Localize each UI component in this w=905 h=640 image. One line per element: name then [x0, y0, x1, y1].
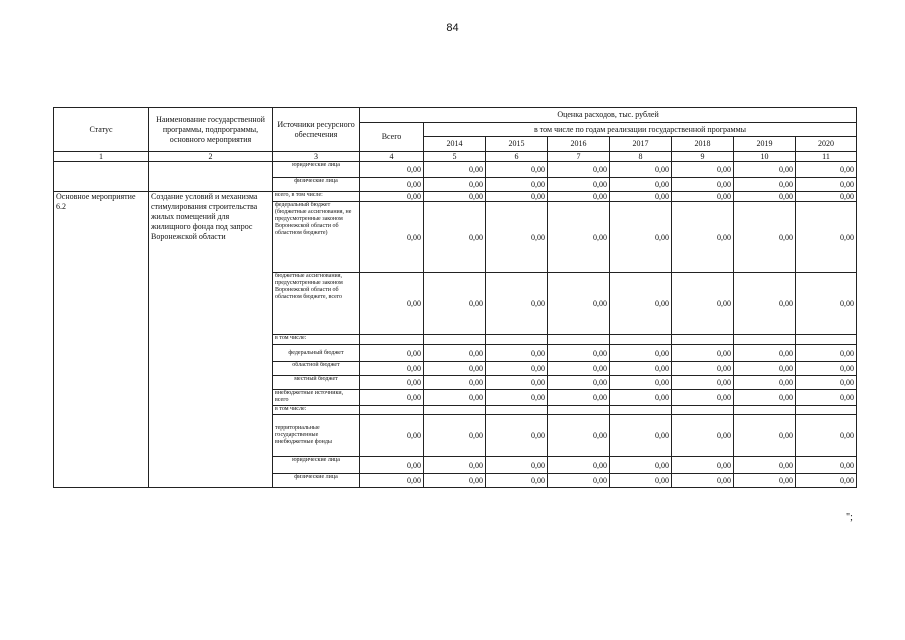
budget-table: [53, 107, 857, 488]
value-cell: 0,00: [672, 345, 734, 362]
value-cell: 0,00: [672, 415, 734, 457]
value-cell: 0,00: [734, 415, 796, 457]
source-cell: физические лица: [273, 178, 360, 192]
value-cell: 0,00: [796, 474, 857, 488]
column-number: 5: [424, 152, 486, 162]
empty-cell: [796, 335, 857, 345]
value-cell: 0,00: [610, 162, 672, 178]
end-quote-mark: ";: [846, 512, 853, 523]
column-number: 10: [734, 152, 796, 162]
empty-cell: [734, 406, 796, 415]
value-cell: 0,00: [486, 376, 548, 390]
value-cell: 0,00: [360, 376, 424, 390]
value-cell: 0,00: [734, 202, 796, 273]
value-cell: 0,00: [360, 474, 424, 488]
value-cell: 0,00: [424, 273, 486, 335]
value-cell: 0,00: [610, 178, 672, 192]
empty-cell: [424, 406, 486, 415]
value-cell: 0,00: [796, 362, 857, 376]
value-cell: 0,00: [610, 345, 672, 362]
empty-cell: [610, 335, 672, 345]
value-cell: 0,00: [796, 390, 857, 406]
column-number: 7: [548, 152, 610, 162]
value-cell: 0,00: [424, 178, 486, 192]
value-cell: 0,00: [796, 273, 857, 335]
column-number: 3: [273, 152, 360, 162]
value-cell: 0,00: [424, 362, 486, 376]
table-row: [54, 162, 857, 178]
value-cell: 0,00: [672, 162, 734, 178]
measure-name: Создание условий и механизма стимулирования строительства жилых помещений для жилищного фонда под запрос Воронежской области: [149, 192, 273, 488]
value-cell: 0,00: [360, 202, 424, 273]
value-cell: 0,00: [424, 457, 486, 474]
year-header: 2020: [796, 137, 857, 152]
estimate-header: Оценка расходов, тыс. рублей: [360, 108, 857, 123]
total-header: Всего: [360, 123, 424, 152]
value-cell: 0,00: [734, 362, 796, 376]
value-cell: 0,00: [672, 457, 734, 474]
value-cell: 0,00: [424, 202, 486, 273]
value-cell: 0,00: [672, 192, 734, 202]
value-cell: 0,00: [610, 362, 672, 376]
value-cell: 0,00: [486, 345, 548, 362]
value-cell: 0,00: [548, 202, 610, 273]
value-cell: 0,00: [734, 162, 796, 178]
value-cell: 0,00: [360, 390, 424, 406]
empty-cell: [424, 335, 486, 345]
source-cell: федеральный бюджет: [273, 345, 360, 362]
source-cell: местный бюджет: [273, 376, 360, 390]
value-cell: 0,00: [360, 273, 424, 335]
year-header: 2017: [610, 137, 672, 152]
header-row-1: [54, 108, 857, 123]
column-number: 6: [486, 152, 548, 162]
value-cell: 0,00: [796, 457, 857, 474]
column-number: 8: [610, 152, 672, 162]
source-cell: физические лица: [273, 474, 360, 488]
value-cell: 0,00: [796, 162, 857, 178]
year-header: 2015: [486, 137, 548, 152]
value-cell: 0,00: [548, 390, 610, 406]
value-cell: 0,00: [424, 390, 486, 406]
value-cell: 0,00: [360, 192, 424, 202]
year-header: 2016: [548, 137, 610, 152]
value-cell: 0,00: [734, 273, 796, 335]
source-cell: юридические лица: [273, 457, 360, 474]
value-cell: 0,00: [486, 415, 548, 457]
empty-cell: [796, 406, 857, 415]
value-cell: 0,00: [360, 457, 424, 474]
source-cell: федеральный бюджет (бюджетные ассигнования, не предусмотренные законом Воронежской области об областном бюджете): [273, 202, 360, 273]
name-header: Наименование государственной программы, подпрограммы, основного мероприятия: [149, 108, 273, 152]
value-cell: 0,00: [548, 362, 610, 376]
year-header: 2014: [424, 137, 486, 152]
source-cell: территориальные государственные внебюджетные фонды: [273, 415, 360, 457]
value-cell: 0,00: [360, 362, 424, 376]
year-header: 2018: [672, 137, 734, 152]
value-cell: 0,00: [360, 345, 424, 362]
value-cell: 0,00: [734, 345, 796, 362]
value-cell: 0,00: [610, 390, 672, 406]
value-cell: 0,00: [796, 345, 857, 362]
value-cell: 0,00: [486, 273, 548, 335]
value-cell: 0,00: [486, 390, 548, 406]
value-cell: 0,00: [672, 178, 734, 192]
empty-cell: [548, 406, 610, 415]
value-cell: 0,00: [360, 178, 424, 192]
column-numbers-row: [54, 152, 857, 162]
column-number: 2: [149, 152, 273, 162]
value-cell: 0,00: [672, 273, 734, 335]
value-cell: 0,00: [610, 192, 672, 202]
value-cell: 0,00: [424, 345, 486, 362]
empty-cell: [734, 335, 796, 345]
value-cell: 0,00: [672, 376, 734, 390]
value-cell: 0,00: [486, 362, 548, 376]
value-cell: 0,00: [486, 162, 548, 178]
value-cell: 0,00: [424, 415, 486, 457]
value-cell: 0,00: [672, 202, 734, 273]
value-cell: 0,00: [486, 202, 548, 273]
value-cell: 0,00: [796, 192, 857, 202]
value-cell: 0,00: [486, 192, 548, 202]
value-cell: 0,00: [610, 376, 672, 390]
measure-status: Основное мероприятие 6.2: [54, 192, 149, 488]
status-header: Статус: [54, 108, 149, 152]
value-cell: 0,00: [424, 192, 486, 202]
empty-cell: [360, 406, 424, 415]
value-cell: 0,00: [548, 457, 610, 474]
value-cell: 0,00: [672, 390, 734, 406]
value-cell: 0,00: [610, 474, 672, 488]
empty-cell: [548, 335, 610, 345]
value-cell: 0,00: [796, 376, 857, 390]
value-cell: 0,00: [486, 178, 548, 192]
value-cell: 0,00: [734, 390, 796, 406]
value-cell: 0,00: [548, 474, 610, 488]
column-number: 1: [54, 152, 149, 162]
value-cell: 0,00: [610, 202, 672, 273]
source-cell: юридические лица: [273, 162, 360, 178]
column-number: 11: [796, 152, 857, 162]
value-cell: 0,00: [796, 415, 857, 457]
value-cell: 0,00: [734, 192, 796, 202]
empty-cell: [610, 406, 672, 415]
value-cell: 0,00: [548, 273, 610, 335]
table-row: [54, 192, 857, 202]
value-cell: 0,00: [548, 415, 610, 457]
sources-header: Источники ресурсного обеспечения: [273, 108, 360, 152]
empty-cell: [672, 335, 734, 345]
empty-cell: [486, 406, 548, 415]
status-cell: [54, 162, 149, 192]
source-cell: всего, в том числе:: [273, 192, 360, 202]
value-cell: 0,00: [734, 457, 796, 474]
value-cell: 0,00: [610, 273, 672, 335]
column-number: 9: [672, 152, 734, 162]
year-header: 2019: [734, 137, 796, 152]
value-cell: 0,00: [796, 178, 857, 192]
value-cell: 0,00: [486, 457, 548, 474]
column-number: 4: [360, 152, 424, 162]
name-cell: [149, 162, 273, 192]
empty-cell: [672, 406, 734, 415]
source-cell: областной бюджет: [273, 362, 360, 376]
value-cell: 0,00: [734, 376, 796, 390]
value-cell: 0,00: [360, 415, 424, 457]
value-cell: 0,00: [424, 376, 486, 390]
value-cell: 0,00: [548, 192, 610, 202]
value-cell: 0,00: [360, 162, 424, 178]
empty-cell: [486, 335, 548, 345]
value-cell: 0,00: [610, 415, 672, 457]
source-cell: в том числе:: [273, 406, 360, 415]
value-cell: 0,00: [672, 474, 734, 488]
empty-cell: [360, 335, 424, 345]
value-cell: 0,00: [548, 178, 610, 192]
value-cell: 0,00: [548, 376, 610, 390]
value-cell: 0,00: [734, 178, 796, 192]
source-cell: в том числе:: [273, 335, 360, 345]
value-cell: 0,00: [796, 202, 857, 273]
value-cell: 0,00: [424, 474, 486, 488]
value-cell: 0,00: [548, 345, 610, 362]
value-cell: 0,00: [548, 162, 610, 178]
value-cell: 0,00: [610, 457, 672, 474]
by-years-header: в том числе по годам реализации государственной программы: [424, 123, 857, 137]
value-cell: 0,00: [424, 162, 486, 178]
value-cell: 0,00: [672, 362, 734, 376]
value-cell: 0,00: [486, 474, 548, 488]
source-cell: внебюджетные источники, всего: [273, 390, 360, 406]
value-cell: 0,00: [734, 474, 796, 488]
source-cell: бюджетные ассигнования, предусмотренные законом Воронежской области об областном бюджете, всего: [273, 273, 360, 335]
page-number: 84: [446, 22, 459, 34]
